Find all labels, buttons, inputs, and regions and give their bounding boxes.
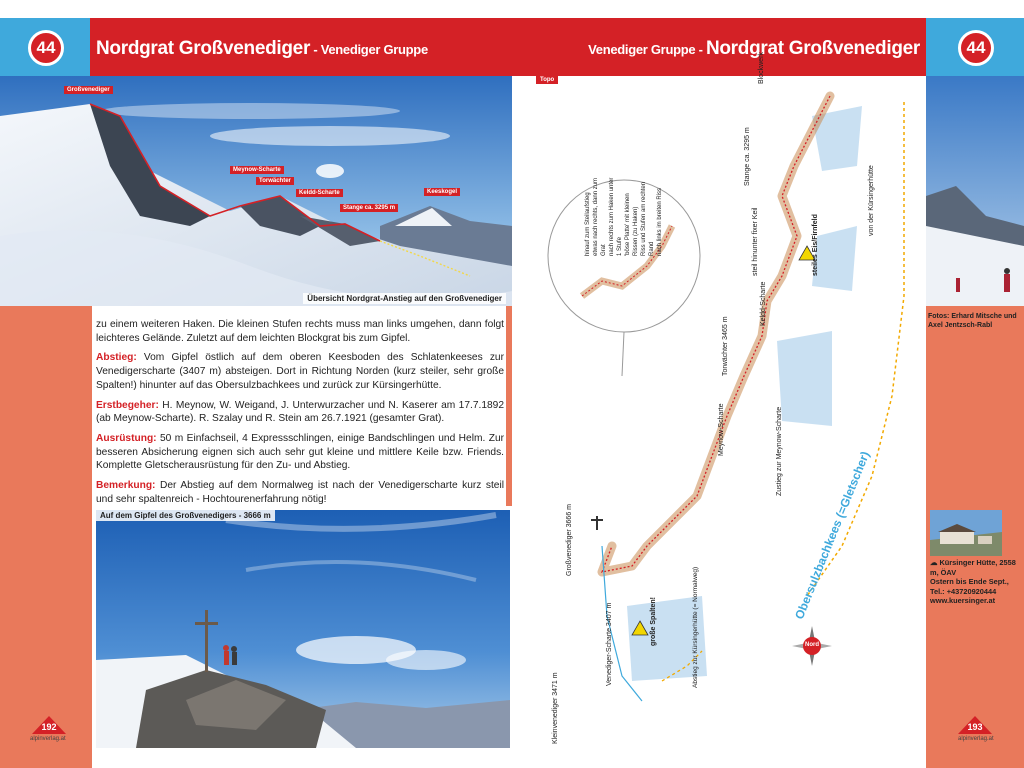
hut-season: Ostern bis Ende Sept., [930,577,1009,587]
topo-label: Topo [536,76,558,84]
paragraph-erstbegeher [96,399,504,426]
label-blockwerk: Blockwerk [758,52,765,84]
abstieg-label: Abstieg: [96,352,137,364]
summit-photo [96,510,510,748]
inset-note: nach rechts zum Haken unter 1 Stufe [609,177,623,256]
tag-torwaechter: Torwächter [256,177,294,185]
label-kleinvenediger: Kleinvenediger 3471 m [552,672,559,744]
hut-url[interactable]: www.kuersinger.at [930,596,996,606]
left-subtitle: - Venediger Gruppe [310,42,428,57]
tag-keeskogel: Keeskogel [424,188,460,196]
label-keldd: Keldd-Scharte [760,281,767,326]
inset-notes [584,176,664,256]
summit-photo-caption: Auf dem Gipfel des Großvenedigers - 3666 m [96,510,275,521]
climbers-photo [926,76,1024,306]
summit-image [96,510,510,748]
bemerkung-text: Der Abstieg auf dem Normalweg ist nach der Venedigerscharte kurz steil und sehr spaltenreich - Hochtourenerfahrung nötig! [96,480,504,505]
right-page-number-badge: 44 [958,30,994,66]
hut-info [930,558,1022,606]
left-page-title [96,38,428,60]
label-zustieg: Zustieg zur Meynow-Scharte [776,406,783,496]
photo-credit: Fotos: Erhard Mitsche und Axel Jentzsch-Rabl [928,313,1017,329]
ausruestung-text: 50 m Einfachseil, 4 Expressschlingen, einige Bandschlingen und Helm. Zur besseren Absicherung eignen sich auch sehr gut kleine und mittlere Keile bzw. Friends. Komplette Gletscherausrüstung für den Zu- und Abstieg. [96,432,504,472]
paragraph-ausruestung [96,432,504,473]
left-footer-page: 192 [41,722,57,732]
north-label: Nord [805,642,819,648]
ridge-overview-photo [0,76,512,306]
bemerkung-label: Bemerkung: [96,480,156,492]
hut-tel: Tel.: +43720920444 [930,586,997,596]
abstieg-text: Vom Gipfel östlich auf dem oberen Keesboden des Schlatenkeeses zur Venedigerscharte (3407 m) absteigen. Dort in Richtung Norden (kurz steiler, sehr große Spalten!) hinunter auf das Obersulzbachkees und zurück zur Kürsingerhütte. [96,352,504,391]
paragraph-intro [96,318,504,345]
left-footer-url: alpinverlag.at [30,736,66,742]
tag-meynow-scharte: Meynow-Scharte [230,166,284,174]
tag-grossvenediger: Großvenediger [64,86,113,94]
hut-photo [930,510,1002,556]
inset-note: hinauf zum Steilaufstieg etwas nach rechts, dann zum Grat [585,177,607,256]
label-steil-keil: steil hinunter fixer Keil [752,207,759,276]
erstbegeher-label: Erstbegeher: [96,399,159,411]
climbers-image [926,76,1024,306]
hut-name-text: Kürsinger Hütte, 2558 m, ÖAV [930,558,1016,577]
topo-map [512,52,926,748]
inset-note: 'böse Platte' mit kleinen Rissen (zu Haken) [625,193,639,256]
route-description [96,318,504,512]
label-meynow: Meynow-Scharte [718,403,725,456]
left-page-number-badge: 44 [28,30,64,66]
right-page-title [588,38,920,60]
label-spalten: große Spalten! [650,596,657,646]
inset-note: nach links im breiten Riss [657,187,663,256]
paragraph-bemerkung [96,479,504,506]
label-torwaechter: Torwächter 3465 m [722,316,729,376]
label-gletscher: Obersulzbachkees (=Gletscher) [792,449,873,622]
label-venediger-scharte: Venediger-Scharte 3407 m [606,602,613,686]
tag-keldd-scharte: Keldd-Scharte [296,189,343,197]
tag-stange: Stange ca. 3295 m [340,204,398,212]
ridge-photo-caption: Übersicht Nordgrat-Anstieg auf den Großvenediger [303,293,506,304]
right-footer-url: alpinverlag.at [958,736,994,742]
inset-note: Riss und Stufen am rechten Rand [641,181,655,256]
label-abstieg: Abstieg zur Kürsingerhütte (= Normalweg) [692,566,699,688]
right-title: Nordgrat Großvenediger [705,38,920,59]
north-compass-icon [792,626,832,666]
right-footer-page: 193 [967,722,983,732]
paragraph-abstieg [96,351,504,392]
intro-text: zu einem weiteren Haken. Die kleinen Stufen rechts muss man links umgehen, dann folgt leichteres Gelände. Zuletzt auf dem leichten Blockgrat bis zum Gipfel. [96,319,504,344]
hut-name: ☁ Kürsinger Hütte, 2558 m, ÖAV [930,558,1016,577]
label-von-der-huette: von der Kürsingerhütte [868,165,875,236]
label-steiles-firnfeld: steiles Eis/Firnfeld [812,214,819,276]
erstbegeher-text: H. Meynow, W. Weigand, J. Unterwurzacher und N. Kaserer am 17.7.1892 (ab Meynow-Scharte). R. Szalay und R. Stein am 26.7.1921 (gesamter Grat). [96,399,504,425]
left-margin-band [0,306,92,768]
left-title: Nordgrat Großvenediger [96,38,311,59]
right-subtitle: Venediger Gruppe - [588,42,706,57]
right-page [512,0,1024,768]
label-stange: Stange ca. 3295 m [744,127,751,186]
ausruestung-label: Ausrüstung: [96,432,157,444]
label-grossvenediger: Großvenediger 3666 m [566,504,573,576]
